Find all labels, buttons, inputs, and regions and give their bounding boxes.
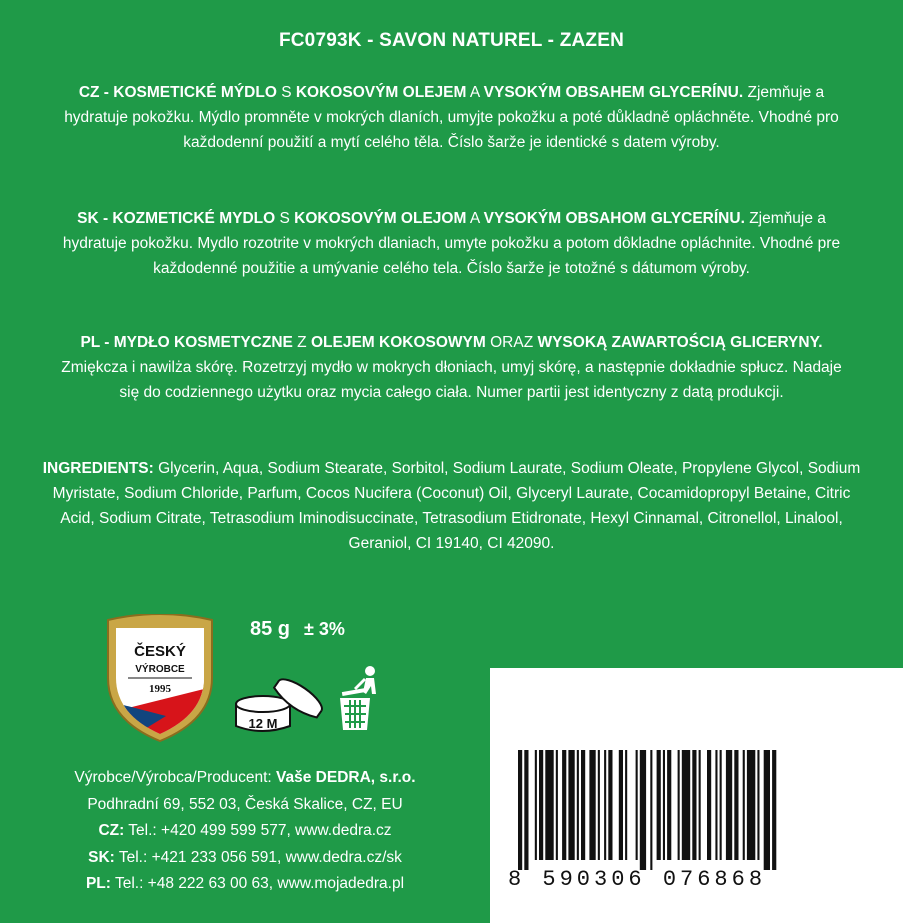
barcode-bar [625, 750, 627, 860]
badge-line-2: VÝROBCE [135, 664, 185, 675]
producer-info [10, 765, 480, 898]
barcode-bar [577, 750, 579, 860]
barcode-bar [707, 750, 711, 860]
contact-cz-text: Tel.: +420 499 599 577, www.dedra.cz [124, 822, 392, 839]
weight-value: 85 g [250, 618, 291, 640]
producer-company: Vaše DEDRA, s.r.o. [271, 769, 416, 786]
barcode-bar [581, 750, 585, 860]
contact-pl-text: Tel.: +48 222 63 00 63, www.mojadedra.pl [110, 875, 405, 892]
sk-bold-1: SK - KOZMETICKÉ MYDLO [77, 210, 276, 227]
barcode-bar [608, 750, 612, 860]
pl-bold-1: PL - MYDŁO KOSMETYCZNE [80, 334, 293, 351]
barcode-bar [764, 750, 770, 870]
barcode-bar [568, 750, 574, 860]
pl-bold-2: OLEJEM KOKOSOWYM [310, 334, 486, 351]
barcode-bar [720, 750, 722, 860]
barcode-bar [663, 750, 665, 860]
bin-disposal-icon [336, 664, 384, 734]
barcode-bar [734, 750, 738, 860]
sk-text: Zjemňuje a hydratuje pokožku. Mydlo rozotrite v mokrých dlaniach, umyte pokožku a potom dôkladne opláchnite. Vhodné pre každodenné použitie a umývanie celého tela. Číslo šarže je totožné s dátumom výroby. [62, 210, 841, 277]
pl-conj-1: Z [292, 334, 311, 351]
ingredients [40, 456, 863, 556]
barcode-bar [604, 750, 606, 860]
pl-bold-3: WYSOKĄ ZAWARTOŚCIĄ GLICERYNY. [537, 334, 823, 351]
weight-tolerance: ± 3% [304, 619, 345, 639]
barcode-bar [657, 750, 661, 860]
barcode-bar [715, 750, 717, 860]
barcode-bar [678, 750, 680, 860]
description-pl [55, 330, 848, 405]
barcode-bar [743, 750, 745, 860]
sk-bold-3: VYSOKÝM OBSAHOM GLYCERÍNU. [483, 210, 745, 227]
net-weight [250, 618, 345, 641]
barcode-bar [539, 750, 543, 860]
barcode-bar [598, 750, 600, 860]
contact-pl-label: PL: [85, 875, 111, 892]
barcode-bar [650, 750, 652, 870]
barcode-bar [636, 750, 638, 860]
cz-bold-2: KOKOSOVÝM OLEJEM [295, 84, 467, 101]
sk-bold-2: KOKOSOVÝM OLEJOM [294, 210, 467, 227]
badge-line-1: ČESKÝ [134, 643, 186, 660]
barcode-bar [535, 750, 537, 860]
pao-label: 12 M [248, 716, 278, 731]
product-title: FC0793K - SAVON NATUREL - ZAZEN [278, 30, 625, 51]
barcode-bar [757, 750, 759, 860]
barcode-bar [640, 750, 646, 870]
barcode-bar [518, 750, 522, 870]
barcode-bar [524, 750, 528, 870]
badge-year: 1995 [149, 683, 171, 695]
barcode-bar [667, 750, 671, 860]
barcode-bar [682, 750, 690, 860]
barcode-bar [772, 750, 776, 870]
contact-sk [10, 845, 480, 872]
contact-pl [10, 871, 480, 898]
open-jar-icon [232, 672, 328, 738]
contact-cz [10, 818, 480, 845]
czech-producer-badge-icon [104, 614, 216, 742]
cz-conj-2: A [466, 84, 484, 101]
producer-address: Podhradní 69, 552 03, Česká Skalice, CZ, EU [87, 795, 403, 813]
barcode-panel [490, 668, 903, 923]
cz-conj-1: S [276, 84, 296, 101]
sk-conj-2: A [466, 210, 484, 227]
barcode-digits: 8 590306 076868 [508, 867, 767, 892]
ingredients-list: Glycerin, Aqua, Sodium Stearate, Sorbitol, Sodium Laurate, Sodium Oleate, Propylene Glycol, Sodium Myristate, Sodium Chloride, Parfum, Cocos Nucifera (Coconut) Oil, Glyceryl Laurate, Cocamidopropyl Betaine, Citric Acid, Sodium Citrate, Tetrasodium Iminodisuccinate, Tetrasodium Etidronate, Hexyl Cinnamal, Citronellol, Linalool, Geraniol, CI 19140, CI 42090. [52, 460, 861, 552]
description-cz [55, 80, 848, 155]
barcode-bar [589, 750, 595, 860]
barcode-icon [510, 750, 870, 870]
barcode-bar [747, 750, 755, 860]
pl-text: Zmiękcza i nawilża skórę. Rozetrzyj mydło w mokrych dłoniach, umyj skórę, a następnie dokładnie spłucz. Nadaje się do codziennego użytku oraz mycia całego ciała. Numer partii jest identyczny z datą produkcji. [61, 359, 842, 401]
ingredients-label: INGREDIENTS: [42, 460, 154, 477]
barcode-bar [726, 750, 732, 860]
contact-sk-text: Tel.: +421 233 056 591, www.dedra.cz/sk [114, 848, 402, 866]
barcode-bar [699, 750, 701, 860]
contact-cz-label: CZ: [98, 822, 125, 839]
barcode-bar [556, 750, 558, 860]
cz-bold-3: VYSOKÝM OBSAHEM GLYCERÍNU. [483, 84, 744, 101]
description-sk [55, 206, 848, 281]
sk-conj-1: S [275, 210, 295, 227]
cz-text: Zjemňuje a hydratuje pokožku. Mýdlo promněte v mokrých dlaních, umyjte pokožku a poté důkladně opláchněte. Vhodné pro každodenní použití a mytí celého těla. Číslo šarže je identické s datem výroby. [64, 84, 839, 151]
barcode-bar [562, 750, 566, 860]
contact-sk-label: SK: [88, 848, 115, 866]
producer-line [10, 765, 480, 792]
producer-label: Výrobce/Výrobca/Producent: [74, 769, 272, 786]
cz-bold-1: CZ - KOSMETICKÉ MÝDLO [78, 84, 277, 101]
barcode-bar [692, 750, 696, 860]
barcode-bar [545, 750, 553, 860]
barcode-bar [619, 750, 623, 860]
pl-conj-2: ORAZ [485, 334, 538, 351]
